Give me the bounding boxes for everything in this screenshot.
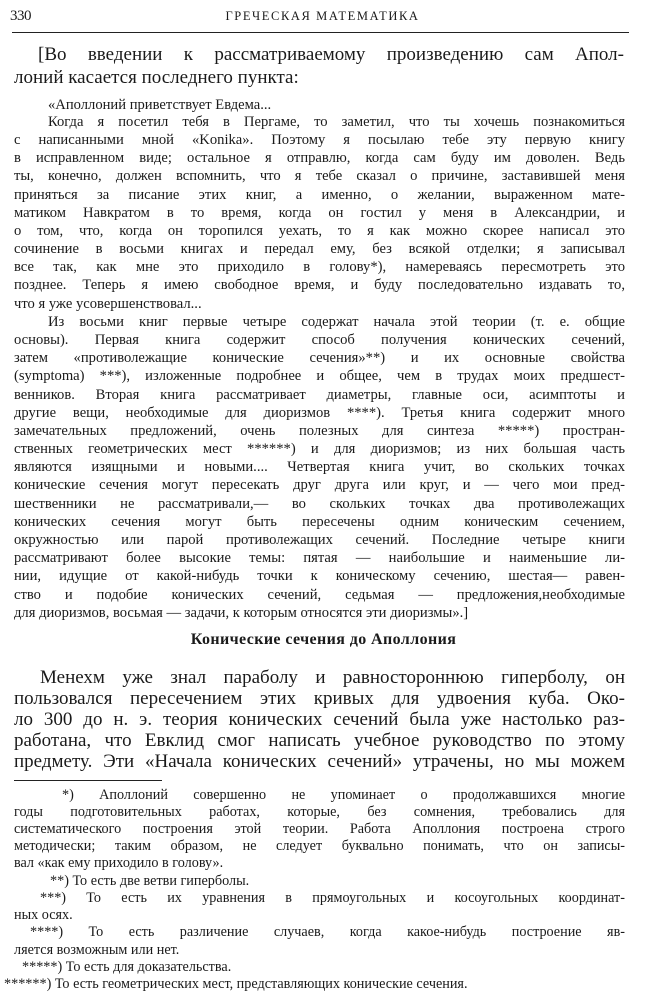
text-line: окружностью или парой противолежащих сечений. Последние четыре книги bbox=[14, 532, 625, 549]
text-line: конических сечения могут быть пересечены одним коническим сечением, bbox=[14, 513, 625, 530]
footnote-line: ******) То есть геометрических мест, представляющих конические сечения. bbox=[4, 976, 468, 992]
text-line: в исправленном виде; остальное я отправлю, когда сам буду им доволен. Ведь bbox=[14, 150, 625, 167]
footnote-line: ****) То есть различение случаев, когда какое-нибудь построение яв- bbox=[30, 924, 625, 941]
page-number: 330 bbox=[10, 8, 31, 24]
text-line: ты, конечно, должен вспомнить, что я тебе сказал о причине, заставившей меня bbox=[14, 168, 625, 185]
text-line: Когда я посетил тебя в Пергаме, то заметил, что ты хочешь познакомиться bbox=[48, 113, 625, 130]
text-line: матиком Навкратом в то время, когда он гостил у меня в Александрии, и bbox=[14, 204, 625, 221]
text-line: приняться за писание этих книг, а именно, о желании, выраженном мате- bbox=[14, 186, 625, 203]
text-line: (symptoma) ***), изложенные подробнее и общее, чем в трудах моих предшест- bbox=[14, 368, 625, 385]
footnote-line: методически; таким образом, не следует буквально понимать, что он записы- bbox=[14, 838, 625, 855]
text-line: позднее. Теперь я имею свободное время, и буду последовательно издавать то, bbox=[14, 277, 625, 294]
text-line: другие вещи, необходимые для диоризмов ****). Третья книга содержит много bbox=[14, 404, 625, 421]
text-line: сочинение в восьми книгах и передал ему, без всякой отделки; я записывал bbox=[14, 241, 625, 258]
text-line: для диоризмов, восьмая — задачи, к которым относятся эти диоризмы».] bbox=[14, 604, 469, 621]
text-line: пользовался пересечением этих кривых для удвоения куба. Око- bbox=[14, 687, 625, 709]
footnote-line: ляется возможным или нет. bbox=[14, 941, 180, 958]
text-line: о том, что, когда он торопился уехать, то я как можно скорее написал это bbox=[14, 222, 625, 239]
text-line: работана, что Евклид смог написать учебное руководство по этому bbox=[14, 730, 625, 752]
text-line: рассматривают более высокие темы: пятая — наибольшие и наименьшие ли- bbox=[14, 550, 625, 567]
text-line: с написанными мной «Konika». Поэтому я посылаю тебе эту первую книгу bbox=[14, 132, 625, 149]
header-rule bbox=[12, 32, 629, 33]
footnote-line: годы подготовительных работах, которые, без сомнения, требовались для bbox=[14, 803, 625, 820]
section-heading: Конические сечения до Аполлония bbox=[190, 630, 457, 648]
text-line: ство и подобие конических сечений, седьмая — предложения,необходимые bbox=[14, 586, 625, 603]
footnote-line: систематического построения этой теории. Работа Аполлония построена строго bbox=[14, 820, 625, 837]
text-line: лоний касается последнего пункта: bbox=[14, 66, 299, 88]
text-line: Из восьми книг первые четыре содержат начала этой теории (т. е. общие bbox=[48, 313, 625, 330]
footnote-line: ***) То есть их уравнения в прямоугольных и косоугольных координат- bbox=[40, 889, 625, 906]
running-title: ГРЕЧЕСКАЯ МАТЕМАТИКА bbox=[225, 9, 420, 23]
text-line: конические сечения могут пересекать друг друга или круг, и — чего мои пред- bbox=[14, 477, 625, 494]
page-header bbox=[10, 8, 635, 32]
text-line: замечательных предложений, очень полезных для синтеза *****) простран- bbox=[14, 422, 625, 439]
text-line: затем «противолежащие конические сечения»**) и их основные свойства bbox=[14, 350, 625, 367]
text-line: основы). Первая книга содержит способ получения конических сечений, bbox=[14, 332, 625, 349]
text-line: Менехм уже знал параболу и равностороннюю гиперболу, он bbox=[40, 666, 625, 688]
text-line: все так, как мне это приходило в голову*), намереваясь пересмотреть это bbox=[14, 259, 625, 276]
footnote-line: вал «как ему приходило в голову». bbox=[14, 855, 224, 872]
text-line: венников. Вторая книга рассматривает диаметры, главные оси, асимптоты и bbox=[14, 386, 625, 403]
text-line: ственных геометрических мест ******) и для диоризмов; из них большая часть bbox=[14, 441, 625, 458]
text-line: предмету. Эти «Начала конических сечений» утрачены, но мы можем bbox=[14, 751, 625, 773]
footnote-line: *) Аполлоний совершенно не упоминает о продолжавшихся многие bbox=[62, 786, 625, 803]
footnote-line: **) То есть две ветви гиперболы. bbox=[50, 872, 250, 889]
text-line: ло 300 до н. э. теория конических сечений была уже настолько раз- bbox=[14, 709, 625, 731]
text-line: являются изящными и новыми.... Четвертая книга учит, во скольких точках bbox=[14, 459, 625, 476]
text-line: [Во введении к рассматриваемому произведению сам Апол- bbox=[38, 44, 624, 66]
text-line: «Аполлоний приветствует Евдема... bbox=[48, 96, 272, 113]
footnote-line: *****) То есть для доказательства. bbox=[22, 958, 232, 975]
footnote-rule bbox=[14, 780, 162, 781]
text-line: шественники не рассматривали,— во скольких точках два противолежащих bbox=[14, 495, 625, 512]
text-line: что я уже усовершенствовал... bbox=[14, 295, 202, 312]
footnote-line: ных осях. bbox=[14, 907, 73, 924]
text-line: нии, идущие от какой-нибудь точки к коническому сечению, шестая— равен- bbox=[14, 568, 625, 585]
